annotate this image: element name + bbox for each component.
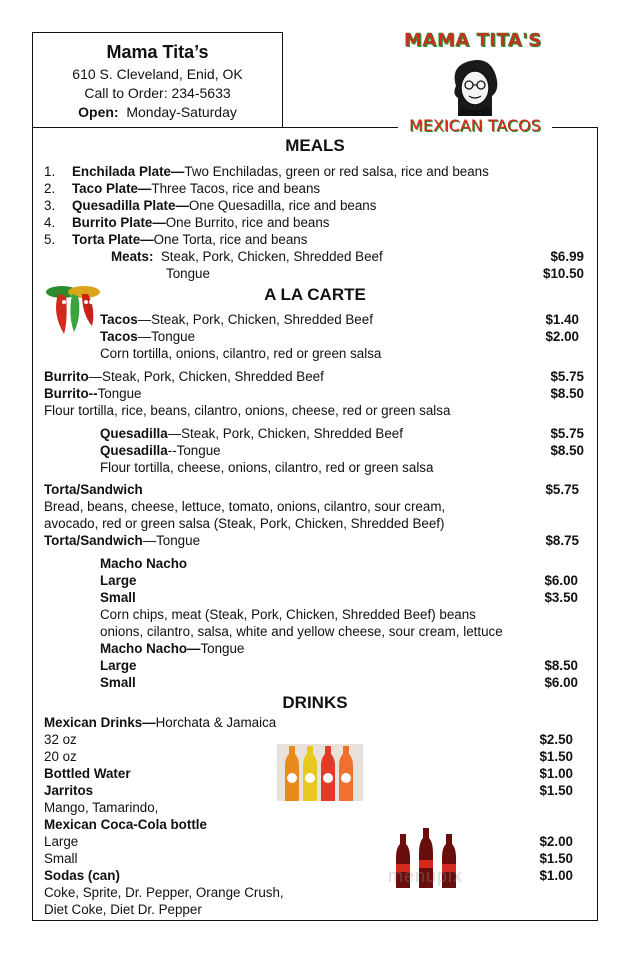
nacho-large-price: $6.00: [544, 573, 578, 588]
meal-name: Torta Plate—: [72, 232, 154, 247]
quesadilla-row: [100, 425, 403, 442]
restaurant-hours: [33, 104, 282, 120]
nacho-tongue-row: [100, 640, 244, 657]
quesadilla-tongue-price: $8.50: [550, 443, 584, 458]
quesadilla-note: Flour tortilla, cheese, onions, cilantro, red or green salsa: [100, 460, 434, 475]
bottled-water-price: $1.00: [539, 766, 573, 781]
quesadilla-tongue-row: [100, 442, 221, 459]
burrito-price: $5.75: [550, 369, 584, 384]
jarritos-price: $1.50: [539, 783, 573, 798]
tacos-tongue-desc: —Tongue: [137, 329, 196, 344]
meal-desc: One Torta, rice and beans: [153, 232, 308, 247]
jarritos-note: Mango, Tamarindo,: [44, 800, 159, 815]
coke-large: Large: [44, 834, 79, 849]
torta-tongue-row: [44, 532, 200, 549]
meal-name: Quesadilla Plate—: [72, 198, 189, 213]
size-20oz: 20 oz: [44, 749, 77, 764]
size-20oz-price: $1.50: [539, 749, 573, 764]
quesadilla-tongue-name: Quesadilla: [100, 443, 168, 458]
meal-item: [44, 163, 489, 180]
meal-desc: One Quesadilla, rice and beans: [188, 198, 377, 213]
burrito-note: Flour tortilla, rice, beans, cilantro, onions, cheese, red or green salsa: [44, 403, 451, 418]
nacho-tongue-large-price: $8.50: [544, 658, 578, 673]
meal-number: 1.: [44, 164, 56, 179]
meal-name: Burrito Plate—: [72, 215, 166, 230]
nacho-tongue-small-price: $6.00: [544, 675, 578, 690]
meal-desc: Two Enchiladas, green or red salsa, rice and beans: [184, 164, 489, 179]
restaurant-address: 610 S. Cleveland, Enid, OK: [72, 66, 243, 82]
tongue-price: $10.50: [543, 266, 584, 281]
meal-name: Taco Plate—: [72, 181, 152, 196]
meats-price: $6.99: [550, 249, 584, 264]
meal-item: [44, 231, 489, 248]
nacho-name: Macho Nacho: [100, 556, 188, 571]
meal-number: 5.: [44, 232, 56, 247]
torta-note-1: Bread, beans, cheese, lettuce, tomato, onions, cilantro, sour cream,: [44, 499, 446, 514]
sodas-note-2: Diet Coke, Diet Dr. Pepper: [44, 902, 202, 917]
tacos-tongue-name: Tacos: [100, 329, 138, 344]
tacos-price: $1.40: [545, 312, 579, 327]
nacho-note-2: onions, cilantro, salsa, white and yellow cheese, sour cream, lettuce: [100, 624, 503, 639]
open-days: Monday-Saturday: [126, 104, 237, 120]
meal-desc: One Burrito, rice and beans: [165, 215, 330, 230]
mexican-coke: Mexican Coca-Cola bottle: [44, 817, 207, 832]
sodas: Sodas (can): [44, 868, 120, 883]
coke-large-price: $2.00: [539, 834, 573, 849]
tacos-tongue-price: $2.00: [545, 329, 579, 344]
burrito-tongue-row: [44, 385, 142, 402]
restaurant-info-box: [32, 32, 283, 128]
alacarte-title: A LA CARTE: [264, 285, 366, 304]
coke-small: Small: [44, 851, 78, 866]
meal-desc: Three Tacos, rice and beans: [151, 181, 321, 196]
open-label: Open:: [78, 104, 119, 120]
burrito-name: Burrito: [44, 369, 89, 384]
burrito-row: [44, 368, 324, 385]
torta-price: $5.75: [545, 482, 579, 497]
quesadilla-price: $5.75: [550, 426, 584, 441]
tacos-row: [100, 311, 373, 328]
nacho-small-price: $3.50: [544, 590, 578, 605]
torta-tongue-desc: —Tongue: [142, 533, 201, 548]
tacos-name: Tacos: [100, 312, 138, 327]
nacho-small-label: Small: [100, 590, 136, 605]
burrito-tongue-name: Burrito--: [44, 386, 98, 401]
nacho-tongue-small-label: Small: [100, 675, 136, 690]
meal-item: [44, 180, 489, 197]
burrito-tongue-desc: Tongue: [97, 386, 142, 401]
logo-title: MAMA TITA'S: [404, 30, 542, 51]
meats-desc: Steak, Pork, Chicken, Shredded Beef: [160, 249, 383, 264]
restaurant-name: Mama Tita’s: [106, 42, 209, 62]
meal-number: 2.: [44, 181, 56, 196]
mexican-drinks-row: [44, 714, 276, 731]
chili-peppers-icon: [42, 280, 104, 338]
meal-name: Enchilada Plate—: [72, 164, 185, 179]
torta-note-2: avocado, red or green salsa (Steak, Pork, Chicken, Shredded Beef): [44, 516, 445, 531]
chef-portrait-icon: [446, 56, 502, 118]
watermark: menupix: [388, 866, 464, 886]
quesadilla-tongue-desc: --Tongue: [167, 443, 221, 458]
sodas-note-1: Coke, Sprite, Dr. Pepper, Orange Crush,: [44, 885, 284, 900]
nacho-tongue-name: Macho Nacho—: [100, 641, 201, 656]
burrito-desc: —Steak, Pork, Chicken, Shredded Beef: [88, 369, 324, 384]
tacos-note: Corn tortilla, onions, cilantro, red or green salsa: [100, 346, 382, 361]
sodas-price: $1.00: [539, 868, 573, 883]
meal-item: [44, 214, 489, 231]
quesadilla-name: Quesadilla: [100, 426, 168, 441]
quesadilla-desc: —Steak, Pork, Chicken, Shredded Beef: [167, 426, 403, 441]
coke-small-price: $1.50: [539, 851, 573, 866]
torta-tongue-price: $8.75: [545, 533, 579, 548]
tacos-desc: —Steak, Pork, Chicken, Shredded Beef: [137, 312, 373, 327]
tongue-label: Tongue: [166, 266, 210, 281]
meals-list: [44, 163, 489, 248]
restaurant-phone: Call to Order: 234-5633: [84, 85, 231, 101]
meats-line: [111, 248, 383, 265]
nacho-tongue-large-label: Large: [100, 658, 137, 673]
meal-number: 3.: [44, 198, 56, 213]
bottled-water: Bottled Water: [44, 766, 131, 781]
mexican-drinks-name: Mexican Drinks—: [44, 715, 156, 730]
tacos-tongue-row: [100, 328, 195, 345]
nacho-tongue-desc: Tongue: [200, 641, 245, 656]
jarritos: Jarritos: [44, 783, 94, 798]
torta-tongue-name: Torta/Sandwich: [44, 533, 143, 548]
jarritos-bottles-image: [277, 744, 363, 801]
drinks-title: DRINKS: [282, 693, 348, 712]
size-32oz: 32 oz: [44, 732, 77, 747]
meats-label: Meats:: [111, 249, 154, 264]
meal-number: 4.: [44, 215, 56, 230]
meals-title: MEALS: [285, 136, 345, 155]
meal-item: [44, 197, 489, 214]
nacho-large-label: Large: [100, 573, 137, 588]
mexican-drinks-desc: Horchata & Jamaica: [155, 715, 277, 730]
burrito-tongue-price: $8.50: [550, 386, 584, 401]
logo-subtitle: MEXICAN TACOS: [398, 116, 552, 135]
torta-name: Torta/Sandwich: [44, 482, 143, 497]
nacho-note-1: Corn chips, meat (Steak, Pork, Chicken, Shredded Beef) beans: [100, 607, 476, 622]
size-32oz-price: $2.50: [539, 732, 573, 747]
